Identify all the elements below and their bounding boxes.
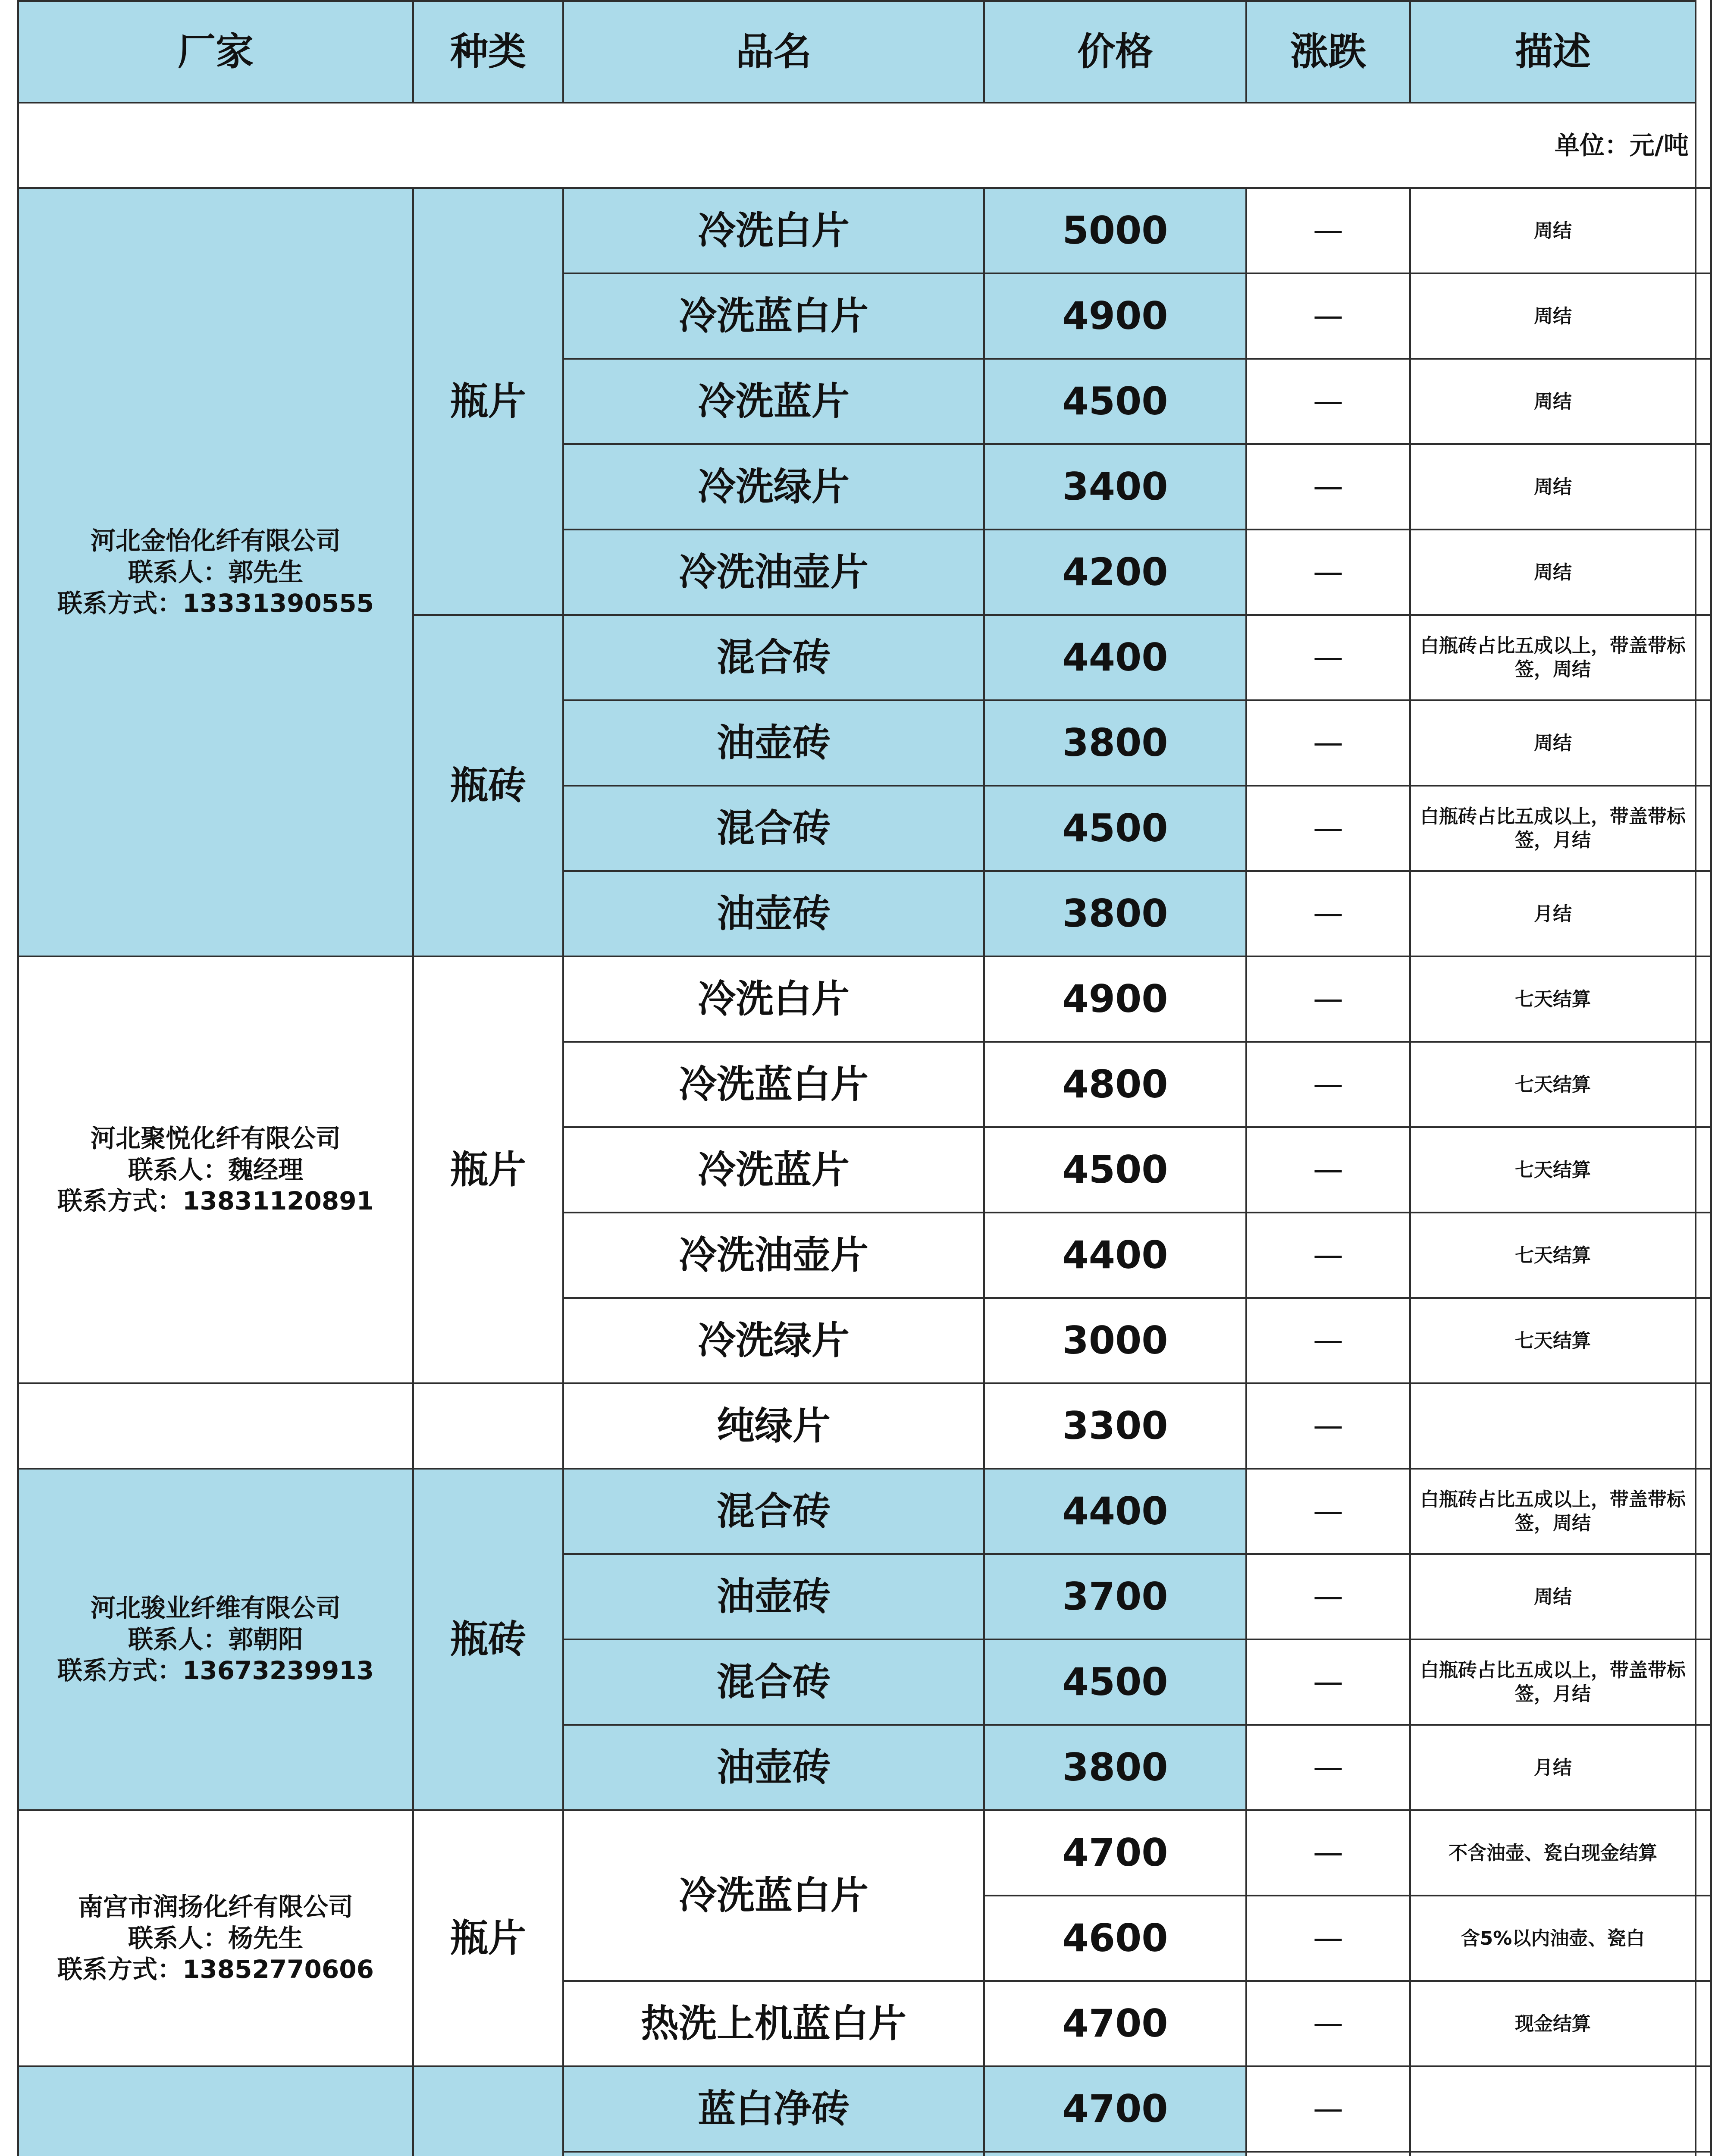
type-cell: 瓶片 <box>412 187 564 616</box>
product-name: 混合砖 <box>562 1468 985 1555</box>
change-value: — <box>1245 1126 1411 1213</box>
change-value: — <box>1245 1041 1411 1128</box>
company-phone: 联系方式：13831120891 <box>57 1186 374 1216</box>
change-value: — <box>1245 1297 1411 1384</box>
change-value: — <box>1245 1553 1411 1640</box>
change-value: — <box>1245 2065 1411 2153</box>
product-name: 冷洗白片 <box>562 956 985 1043</box>
price-value: 4700 <box>983 2065 1247 2153</box>
description: 七天结算 <box>1409 1041 1696 1128</box>
company-cell <box>17 1382 414 1470</box>
change-value: — <box>1245 956 1411 1043</box>
description: 周结 <box>1409 699 1696 787</box>
company-contact: 联系人：郭先生 <box>128 557 303 587</box>
header-type: 种类 <box>412 0 564 103</box>
price-value: 4700 <box>983 1809 1247 1896</box>
company-name: 河北骏业纤维有限公司 <box>90 1593 341 1623</box>
product-name: 油壶砖 <box>562 1553 985 1640</box>
price-value: 4900 <box>983 956 1247 1043</box>
price-value: 4400 <box>983 1212 1247 1299</box>
type-cell <box>412 1382 564 1470</box>
description: 七天结算 <box>1409 1212 1696 1299</box>
description: 现金结算 <box>1409 1980 1696 2067</box>
product-name: 冷洗蓝片 <box>562 358 985 445</box>
change-value: — <box>1245 614 1411 701</box>
price-value: 4700 <box>983 1980 1247 2067</box>
company-cell <box>17 1468 414 1811</box>
company-cell <box>17 187 414 957</box>
price-value: 4600 <box>983 1895 1247 1982</box>
type-cell: 瓶砖 <box>412 1468 564 1811</box>
description: 周结 <box>1409 187 1696 274</box>
description: 周结 <box>1409 443 1696 530</box>
change-value: — <box>1245 1980 1411 2067</box>
product-name: 冷洗油壶片 <box>562 1212 985 1299</box>
type-cell: 瓶砖 <box>412 614 564 957</box>
extra-column-edge <box>1695 0 1712 2156</box>
company-name: 河北聚悦化纤有限公司 <box>90 1124 341 1153</box>
product-name: 冷洗绿片 <box>562 1297 985 1384</box>
change-value: — <box>1245 699 1411 787</box>
product-name: 冷洗油壶片 <box>562 529 985 616</box>
change-value: — <box>1245 358 1411 445</box>
description: 白瓶砖占比五成以上，带盖带标签，月结 <box>1409 785 1696 872</box>
price-value: 3800 <box>983 1724 1247 1811</box>
price-value: 4500 <box>983 358 1247 445</box>
price-value: 4500 <box>983 1126 1247 1213</box>
price-value <box>983 2151 1247 2156</box>
product-name: 冷洗蓝白片 <box>562 1809 985 1982</box>
description <box>1409 1382 1696 1470</box>
price-value: 3000 <box>983 1297 1247 1384</box>
description: 周结 <box>1409 358 1696 445</box>
product-name: 蓝白净砖 <box>562 2065 985 2153</box>
price-value: 3700 <box>983 1553 1247 1640</box>
company-phone: 联系方式：13331390555 <box>57 589 374 618</box>
type-cell <box>412 2065 564 2156</box>
product-name: 热洗上机蓝白片 <box>562 1980 985 2067</box>
company-name: 南宫市润扬化纤有限公司 <box>78 1892 353 1922</box>
product-name <box>562 2151 985 2156</box>
company-cell <box>17 2065 414 2156</box>
price-value: 4400 <box>983 614 1247 701</box>
product-name: 混合砖 <box>562 785 985 872</box>
description: 周结 <box>1409 529 1696 616</box>
product-name: 混合砖 <box>562 1639 985 1726</box>
description: 白瓶砖占比五成以上，带盖带标签，周结 <box>1409 1468 1696 1555</box>
product-name: 冷洗绿片 <box>562 443 985 530</box>
product-name: 纯绿片 <box>562 1382 985 1470</box>
type-cell: 瓶片 <box>412 956 564 1384</box>
price-value: 3400 <box>983 443 1247 530</box>
change-value: — <box>1245 1639 1411 1726</box>
price-value: 4200 <box>983 529 1247 616</box>
description: 月结 <box>1409 870 1696 957</box>
product-name: 油壶砖 <box>562 870 985 957</box>
header-desc: 描述 <box>1409 0 1696 103</box>
price-value: 4500 <box>983 785 1247 872</box>
unit-label: 单位：元/吨 <box>17 102 1696 189</box>
change-value: — <box>1245 273 1411 360</box>
description: 周结 <box>1409 1553 1696 1640</box>
header-company: 厂家 <box>17 0 414 103</box>
price-value: 4400 <box>983 1468 1247 1555</box>
company-cell <box>17 956 414 1384</box>
price-value: 4500 <box>983 1639 1247 1726</box>
header-price: 价格 <box>983 0 1247 103</box>
product-name: 油壶砖 <box>562 1724 985 1811</box>
change-value: — <box>1245 1212 1411 1299</box>
description <box>1409 2065 1696 2153</box>
price-value: 4900 <box>983 273 1247 360</box>
change-value: — <box>1245 1724 1411 1811</box>
change-value: — <box>1245 1809 1411 1896</box>
product-name: 冷洗蓝白片 <box>562 273 985 360</box>
company-contact: 联系人：杨先生 <box>128 1923 303 1953</box>
price-value: 3300 <box>983 1382 1247 1470</box>
description <box>1409 2151 1696 2156</box>
change-value: — <box>1245 1382 1411 1470</box>
price-value: 5000 <box>983 187 1247 274</box>
product-name: 冷洗蓝片 <box>562 1126 985 1213</box>
header-name: 品名 <box>562 0 985 103</box>
company-cell <box>17 1809 414 2067</box>
price-value: 3800 <box>983 870 1247 957</box>
header-change: 涨跌 <box>1245 0 1411 103</box>
company-phone: 联系方式：13852770606 <box>57 1955 374 1984</box>
product-name: 冷洗白片 <box>562 187 985 274</box>
description: 含5%以内油壶、瓷白 <box>1409 1895 1696 1982</box>
description: 月结 <box>1409 1724 1696 1811</box>
description: 七天结算 <box>1409 1297 1696 1384</box>
product-name: 油壶砖 <box>562 699 985 787</box>
company-name: 河北金怡化纤有限公司 <box>90 526 341 556</box>
change-value: — <box>1245 529 1411 616</box>
description: 周结 <box>1409 273 1696 360</box>
product-name: 混合砖 <box>562 614 985 701</box>
product-name: 冷洗蓝白片 <box>562 1041 985 1128</box>
description: 七天结算 <box>1409 956 1696 1043</box>
price-value: 3800 <box>983 699 1247 787</box>
description: 白瓶砖占比五成以上，带盖带标签，周结 <box>1409 614 1696 701</box>
change-value: — <box>1245 443 1411 530</box>
change-value: — <box>1245 785 1411 872</box>
change-value: — <box>1245 870 1411 957</box>
company-contact: 联系人：郭朝阳 <box>128 1624 303 1654</box>
company-contact: 联系人：魏经理 <box>128 1155 303 1185</box>
change-value: — <box>1245 1895 1411 1982</box>
change-value <box>1245 2151 1411 2156</box>
description: 不含油壶、瓷白现金结算 <box>1409 1809 1696 1896</box>
change-value: — <box>1245 1468 1411 1555</box>
change-value: — <box>1245 187 1411 274</box>
company-phone: 联系方式：13673239913 <box>57 1656 374 1686</box>
type-cell: 瓶片 <box>412 1809 564 2067</box>
description: 白瓶砖占比五成以上，带盖带标签，月结 <box>1409 1639 1696 1726</box>
description: 七天结算 <box>1409 1126 1696 1213</box>
price-value: 4800 <box>983 1041 1247 1128</box>
